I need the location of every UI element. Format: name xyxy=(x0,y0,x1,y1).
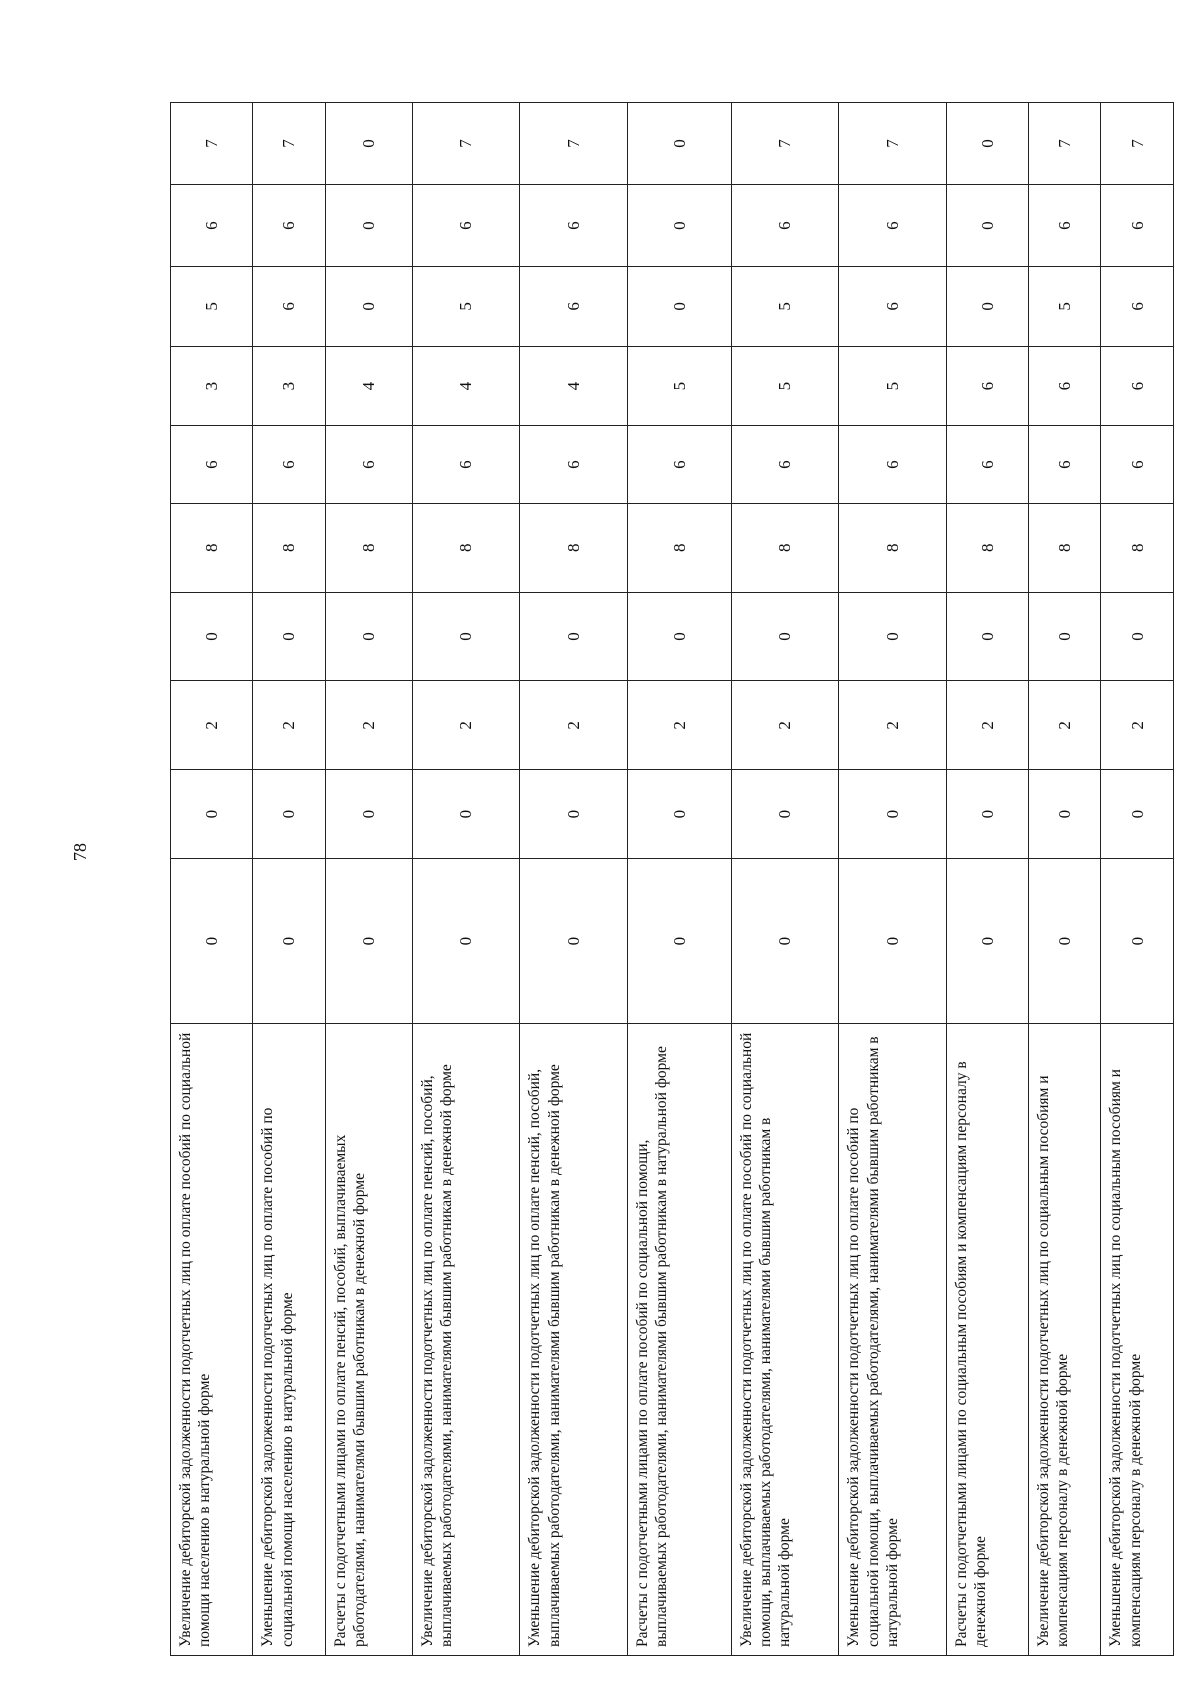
code-digit: 2 xyxy=(839,681,947,770)
table-row xyxy=(946,103,1028,1656)
code-digit: 2 xyxy=(253,681,326,770)
row-description: Расчеты с подотчетными лицами по социальным пособиям и компенсациям персоналу в денежной форме xyxy=(946,1024,1028,1656)
code-digit: 0 xyxy=(171,859,253,1024)
code-digit: 0 xyxy=(627,185,731,267)
code-digit: 8 xyxy=(731,503,839,592)
code-digit: 4 xyxy=(520,346,628,426)
code-digit: 7 xyxy=(731,103,839,185)
code-digit: 6 xyxy=(1101,267,1174,347)
code-digit: 8 xyxy=(253,503,326,592)
row-description: Уменьшение дебиторской задолженности подотчетных лиц по оплате пособий по социальной помощи, выплачиваемых работодателями, нанимателями бывшим работникам в натуральной форме xyxy=(839,1024,947,1656)
code-digit: 0 xyxy=(731,592,839,681)
code-digit: 0 xyxy=(171,770,253,859)
table-row xyxy=(253,103,326,1656)
table-row xyxy=(171,103,253,1656)
row-description: Расчеты с подотчетными лицами по оплате пособий по социальной помощи, выплачиваемых работодателями, нанимателями бывшим работникам в натуральной форме xyxy=(627,1024,731,1656)
table-row xyxy=(1101,103,1174,1656)
code-digit: 0 xyxy=(946,103,1028,185)
code-digit: 6 xyxy=(412,185,520,267)
code-digit: 6 xyxy=(1028,346,1101,426)
code-digit: 7 xyxy=(1028,103,1101,185)
row-description: Уменьшение дебиторской задолженности подотчетных лиц по оплате пенсий, пособий, выплачиваемых работодателями, нанимателями бывшим работникам в денежной форме xyxy=(520,1024,628,1656)
code-digit: 2 xyxy=(171,681,253,770)
code-digit: 6 xyxy=(1101,426,1174,503)
table-row xyxy=(412,103,520,1656)
code-digit: 5 xyxy=(731,267,839,347)
code-digit: 6 xyxy=(325,426,412,503)
code-digit: 0 xyxy=(946,185,1028,267)
code-digit: 0 xyxy=(253,592,326,681)
code-digit: 7 xyxy=(520,103,628,185)
row-description: Расчеты с подотчетными лицами по оплате пенсий, пособий, выплачиваемых работодателями, нанимателями бывшим работникам в денежной форме xyxy=(325,1024,412,1656)
code-digit: 2 xyxy=(520,681,628,770)
code-digit: 5 xyxy=(731,346,839,426)
code-digit: 0 xyxy=(946,770,1028,859)
code-digit: 0 xyxy=(731,859,839,1024)
code-digit: 2 xyxy=(1028,681,1101,770)
code-digit: 6 xyxy=(520,426,628,503)
code-digit: 0 xyxy=(253,770,326,859)
row-description: Уменьшение дебиторской задолженности подотчетных лиц по социальным пособиям и компенсациям персоналу в денежной форме xyxy=(1101,1024,1174,1656)
code-digit: 7 xyxy=(171,103,253,185)
code-digit: 0 xyxy=(1028,592,1101,681)
code-digit: 8 xyxy=(1028,503,1101,592)
table-row xyxy=(520,103,628,1656)
code-digit: 5 xyxy=(412,267,520,347)
code-digit: 0 xyxy=(627,267,731,347)
code-digit: 3 xyxy=(253,346,326,426)
code-digit: 6 xyxy=(839,185,947,267)
code-digit: 0 xyxy=(1101,592,1174,681)
table-row xyxy=(731,103,839,1656)
code-digit: 6 xyxy=(1101,346,1174,426)
code-digit: 6 xyxy=(839,267,947,347)
table-container xyxy=(170,102,1174,1656)
code-digit: 8 xyxy=(520,503,628,592)
code-digit: 3 xyxy=(171,346,253,426)
code-digit: 4 xyxy=(412,346,520,426)
code-digit: 6 xyxy=(171,185,253,267)
code-digit: 6 xyxy=(839,426,947,503)
code-digit: 0 xyxy=(839,859,947,1024)
code-digit: 6 xyxy=(253,267,326,347)
code-digit: 8 xyxy=(627,503,731,592)
code-digit: 8 xyxy=(325,503,412,592)
code-digit: 0 xyxy=(325,103,412,185)
row-description: Увеличение дебиторской задолженности подотчетных лиц по оплате пособий по социальной помощи населению в натуральной форме xyxy=(171,1024,253,1656)
code-digit: 7 xyxy=(1101,103,1174,185)
code-digit: 2 xyxy=(946,681,1028,770)
code-digit: 6 xyxy=(520,267,628,347)
code-digit: 0 xyxy=(1028,859,1101,1024)
code-digit: 0 xyxy=(627,592,731,681)
code-digit: 7 xyxy=(253,103,326,185)
code-digit: 0 xyxy=(520,859,628,1024)
page-number: 78 xyxy=(70,843,90,861)
code-digit: 8 xyxy=(1101,503,1174,592)
table-row xyxy=(325,103,412,1656)
code-digit: 0 xyxy=(325,185,412,267)
code-digit: 8 xyxy=(946,503,1028,592)
code-digit: 6 xyxy=(946,426,1028,503)
code-digit: 6 xyxy=(171,426,253,503)
code-digit: 0 xyxy=(412,859,520,1024)
code-digit: 6 xyxy=(1101,185,1174,267)
code-digit: 6 xyxy=(1028,426,1101,503)
code-digit: 0 xyxy=(412,770,520,859)
row-description: Увеличение дебиторской задолженности подотчетных лиц по социальным пособиям и компенсациям персоналу в денежной форме xyxy=(1028,1024,1101,1656)
rotated-table-frame xyxy=(170,102,1174,1656)
code-digit: 0 xyxy=(627,859,731,1024)
code-digit: 0 xyxy=(520,770,628,859)
code-digit: 0 xyxy=(627,770,731,859)
code-digit: 0 xyxy=(731,770,839,859)
table-row xyxy=(627,103,731,1656)
code-digit: 7 xyxy=(839,103,947,185)
code-digit: 7 xyxy=(412,103,520,185)
table-body xyxy=(171,103,1174,1656)
code-digit: 0 xyxy=(839,770,947,859)
code-digit: 5 xyxy=(627,346,731,426)
code-digit: 0 xyxy=(839,592,947,681)
code-digit: 0 xyxy=(171,592,253,681)
code-digit: 0 xyxy=(1101,859,1174,1024)
code-digit: 5 xyxy=(1028,267,1101,347)
code-digit: 0 xyxy=(412,592,520,681)
code-digit: 6 xyxy=(520,185,628,267)
row-description: Уменьшение дебиторской задолженности подотчетных лиц по оплате пособий по социальной помощи населению в натуральной форме xyxy=(253,1024,326,1656)
code-digit: 8 xyxy=(839,503,947,592)
account-codes-table xyxy=(170,102,1174,1656)
code-digit: 5 xyxy=(171,267,253,347)
code-digit: 2 xyxy=(412,681,520,770)
code-digit: 2 xyxy=(325,681,412,770)
code-digit: 0 xyxy=(325,592,412,681)
code-digit: 0 xyxy=(1101,770,1174,859)
code-digit: 0 xyxy=(325,770,412,859)
code-digit: 0 xyxy=(325,267,412,347)
code-digit: 6 xyxy=(412,426,520,503)
row-description: Увеличение дебиторской задолженности подотчетных лиц по оплате пособий по социальной помощи, выплачиваемых работодателями, нанимателями бывшим работникам в натуральной форме xyxy=(731,1024,839,1656)
code-digit: 6 xyxy=(731,426,839,503)
code-digit: 8 xyxy=(412,503,520,592)
code-digit: 0 xyxy=(946,592,1028,681)
code-digit: 4 xyxy=(325,346,412,426)
code-digit: 5 xyxy=(839,346,947,426)
row-description: Увеличение дебиторской задолженности подотчетных лиц по оплате пенсий, пособий, выплачиваемых работодателями, нанимателями бывшим работникам в денежной форме xyxy=(412,1024,520,1656)
code-digit: 6 xyxy=(627,426,731,503)
code-digit: 6 xyxy=(1028,185,1101,267)
code-digit: 0 xyxy=(325,859,412,1024)
code-digit: 8 xyxy=(171,503,253,592)
code-digit: 2 xyxy=(731,681,839,770)
code-digit: 2 xyxy=(1101,681,1174,770)
code-digit: 0 xyxy=(253,859,326,1024)
code-digit: 0 xyxy=(946,267,1028,347)
code-digit: 0 xyxy=(520,592,628,681)
code-digit: 2 xyxy=(627,681,731,770)
code-digit: 6 xyxy=(946,346,1028,426)
code-digit: 0 xyxy=(627,103,731,185)
code-digit: 0 xyxy=(946,859,1028,1024)
table-row xyxy=(839,103,947,1656)
table-row xyxy=(1028,103,1101,1656)
code-digit: 6 xyxy=(731,185,839,267)
code-digit: 6 xyxy=(253,426,326,503)
code-digit: 0 xyxy=(1028,770,1101,859)
code-digit: 6 xyxy=(253,185,326,267)
